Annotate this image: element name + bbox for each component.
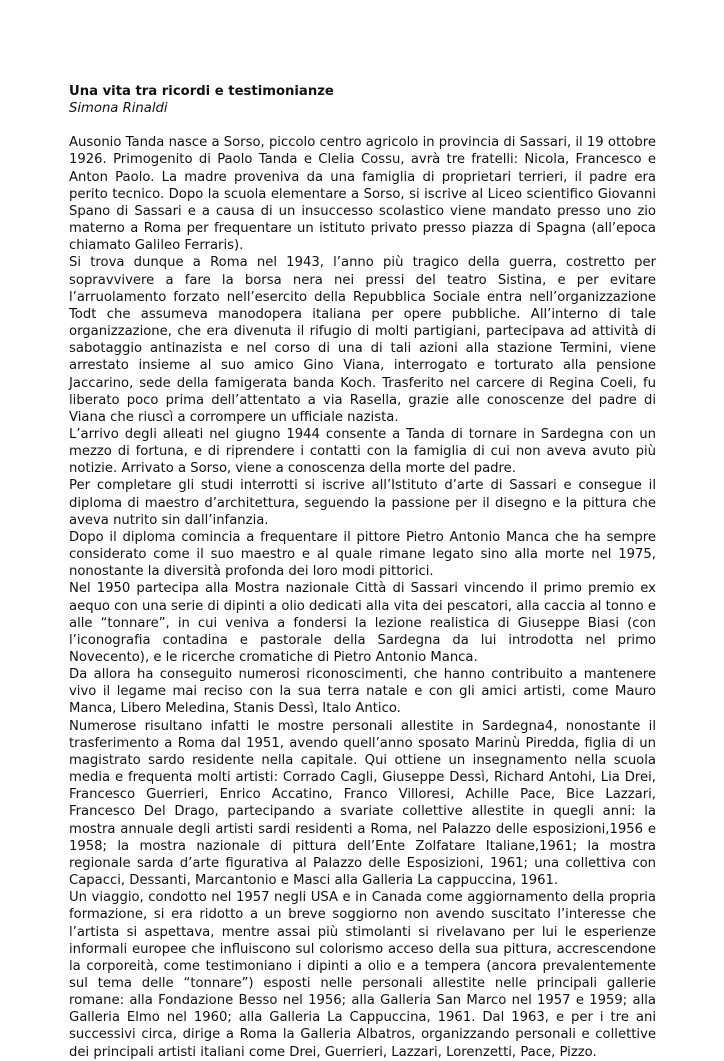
document-page xyxy=(69,82,656,1061)
paragraph: Ausonio Tanda nasce a Sorso, piccolo centro agricolo in provincia di Sassari, il 19 ottobre 1926. Primogenito di Paolo Tanda e Clelia Cossu, avrà tre fratelli: Nicola, Francesco e Anton Paolo. La madre proveniva da una famiglia di proprietari terrieri, il padre era perito tecnico. Dopo la scuola elementare a Sorso, si iscrive al Liceo scientifico Giovanni Spano di Sassari e a causa di un insuccesso scolastico viene mandato presso uno zio materno a Roma per frequentare un istituto privato presso piazza di Spagna (all’epoca chiamato Galileo Ferraris). xyxy=(69,135,656,254)
paragraph: Da allora ha conseguito numerosi riconoscimenti, che hanno contribuito a mantenere vivo il legame mai reciso con la sua terra natale e con gli amici artisti, come Mauro Manca, Libero Meledina, Stanis Dessì, Italo Antico. xyxy=(69,667,656,717)
paragraph: Dopo il diploma comincia a frequentare il pittore Pietro Antonio Manca che ha sempre considerato come il suo maestro e al quale rimane legato sino alla morte nel 1975, nonostante la diversità profonda dei loro modi pittorici. xyxy=(69,529,656,580)
paragraph: Per completare gli studi interrotti si iscrive all’Istituto d’arte di Sassari e consegue il diploma di maestro d’architettura, seguendo la passione per il disegno e la pittura che aveva nutrito sin dall’infanzia. xyxy=(69,478,656,528)
article-title: Una vita tra ricordi e testimonianze xyxy=(69,84,334,99)
paragraph: L’arrivo degli alleati nel giugno 1944 consente a Tanda di tornare in Sardegna con un mezzo di fortuna, e di riprendere i contatti con la famiglia di cui non aveva avuto più notizie. Arrivato a Sorso, viene a conoscenza della morte del padre. xyxy=(69,426,656,477)
paragraph: Un viaggio, condotto nel 1957 negli USA e in Canada come aggiornamento della propria formazione, si era ridotto a un breve soggiorno non avendo suscitato l’interesse che l’artista si aspettava, mentre assai più stimolanti si rivelavano per lui le esperienze informali europee che influiscono sul colorismo acceso della sua pittura, accrescendone la corporeità, come testimoniano i dipinti a olio e a tempera (ancora prevalentemente sul tema delle “tonnare”) esposti nelle personali allestite nelle principali gallerie romane: alla Fondazione Besso nel 1956; alla Galleria San Marco nel 1957 e 1959; alla Galleria Elmo nel 1960; alla Galleria La Cappuccina, 1961. Dal 1963, e per i tre ani successivi circa, dirige a Roma la Galleria Albatros, organizzando personali e collettive dei principali artisti italiani come Drei, Guerrieri, Lazzari, Lorenzetti, Pace, Pizzo. xyxy=(69,890,656,1060)
paragraph: Nel 1950 partecipa alla Mostra nazionale Città di Sassari vincendo il primo premio ex aequo con una serie di dipinti a olio dedicati alla vita dei pescatori, alla caccia al tonno e alle “tonnare”, in cui veniva a fondersi la lezione realistica di Giuseppe Biasi (con l’iconografia contadina e pastorale della Sardegna da lui introdotta nel primo Novecento), e le ricerche cromatiche di Pietro Antonio Manca. xyxy=(69,581,656,665)
article-author: Simona Rinaldi xyxy=(69,101,168,117)
paragraph: Si trova dunque a Roma nel 1943, l’anno più tragico della guerra, costretto per sopravvivere a fare la borsa nera nei pressi del teatro Sistina, e per evitare l’arruolamento forzato nell’esercito della Repubblica Sociale entra nell’organizzazione Todt che assumeva manodopera italiana per opere pubbliche. All’interno di tale organizzazione, che era divenuta il rifugio di molti partigiani, partecipava ad attività di sabotaggio antinazista e nel corso di una di tali azioni alla stazione Termini, viene arrestato insieme al suo amico Gino Viana, interrogato e torturato alla pensione Jaccarino, sede della famigerata banda Koch. Trasferito nel carcere di Regina Coeli, fu liberato poco prima dell’attentato a via Rasella, grazie alle conoscenze del padre di Viana che riuscì a corrompere un ufficiale nazista. xyxy=(69,255,656,425)
paragraph: Numerose risultano infatti le mostre personali allestite in Sardegna4, nonostante il trasferimento a Roma dal 1951, avendo quell’anno sposato Marinù Piredda, figlia di un magistrato sardo residente nella capitale. Qui ottiene un insegnamento nella scuola media e frequenta molti artisti: Corrado Cagli, Giuseppe Dessì, Richard Antohi, Lia Drei, Francesco Guerrieri, Enrico Accatino, Franco Villoresi, Achille Pace, Bice Lazzari, Francesco Del Drago, partecipando a svariate collettive allestite in quegli anni: la mostra annuale degli artisti sardi residenti a Roma, nel Palazzo delle esposizioni,1956 e 1958; la mostra nazionale di pittura dell’Ente Zolfatare Italiane,1961; la mostra regionale sarda d’arte figurativa al Palazzo delle Esposizioni, 1961; una collettiva con Capacci, Dessanti, Marcantonio e Masci alla Galleria La cappuccina, 1961. xyxy=(69,718,656,889)
